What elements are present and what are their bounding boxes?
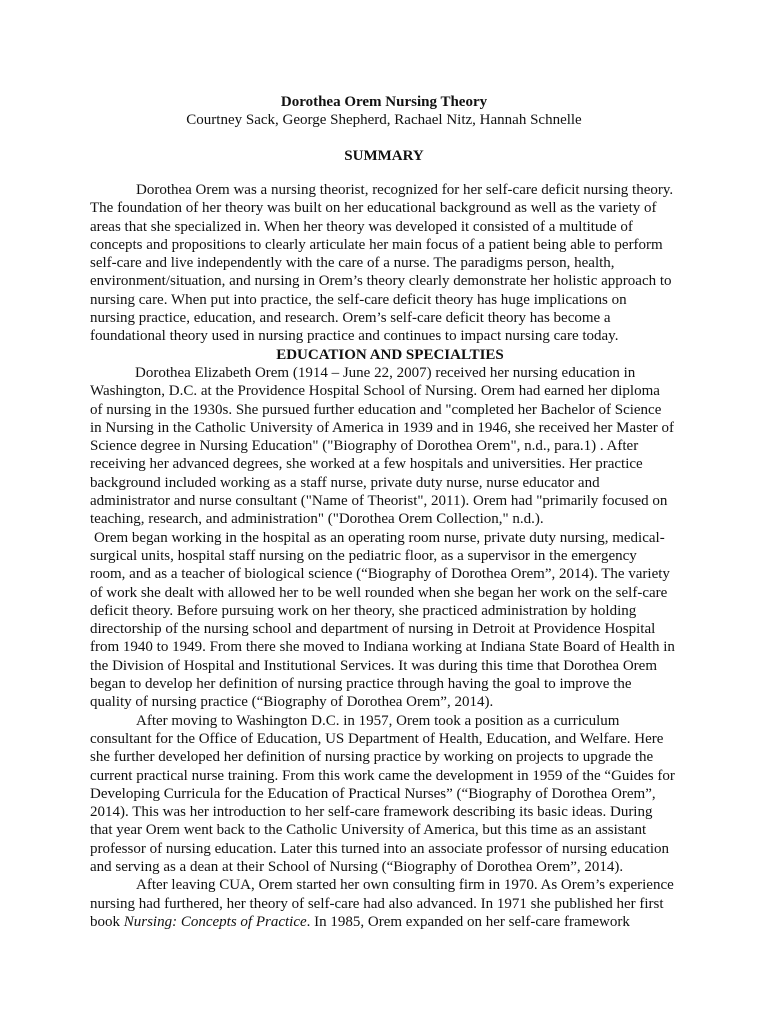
education-line: that year Orem went back to the Catholic University of America, but this time as an assistant [90, 822, 647, 839]
last-line-suffix: . In 1985, Orem expanded on her self-care framework [306, 913, 630, 930]
education-line: 2014). This was her introduction to her self-care framework describing its basic ideas. During [90, 804, 653, 821]
education-line-last [90, 913, 690, 931]
summary-heading: SUMMARY [344, 148, 424, 164]
summary-line: The foundation of her theory was built on her educational background as well as the variety of [90, 200, 657, 217]
education-line: room, and as a teacher of biological science (“Biography of Dorothea Orem”, 2014). The variety [90, 566, 670, 583]
education-line: she further developed her definition of nursing practice by working on projects to upgrade the [90, 749, 654, 766]
summary-line: environment/situation, and nursing in Orem’s theory clearly demonstrate her holistic approach to [90, 273, 672, 290]
education-line: from 1940 to 1949. From there she moved to Indiana working at Indiana State Board of Health in [90, 639, 675, 656]
education-line: and serving as a dean at their School of Nursing (“Biography of Dorothea Orem”, 2014). [90, 858, 624, 875]
document-authors: Courtney Sack, George Shepherd, Rachael Nitz, Hannah Schnelle [186, 112, 582, 128]
summary-line: concepts and propositions to clearly articulate her main focus of a patient being able to perform [90, 236, 663, 253]
education-line: professor of nursing education. Later this turned into an associate professor of nursing education [90, 840, 670, 857]
summary-line: nursing practice, education, and research. Orem’s self-care deficit theory has become a [90, 310, 611, 327]
education-line: Washington, D.C. at the Providence Hospital School of Nursing. Orem had earned her diploma [90, 383, 660, 400]
education-line: nursing had furthered, her theory of self-care had also advanced. In 1971 she published her first [90, 895, 664, 912]
education-line: Science degree in Nursing Education" ("Biography of Dorothea Orem", n.d., para.1) . After [90, 438, 639, 455]
education-line: Developing Curricula for the Education of Practical Nurses” (“Biography of Dorothea Orem”, [90, 785, 656, 802]
education-line: directorship of the nursing school and department of nursing in Detroit at Providence Hospital [90, 621, 656, 638]
education-line: administrator and nurse consultant ("Name of Theorist", 2011). Orem had "primarily focused on [90, 493, 668, 510]
last-line-prefix: book [90, 913, 124, 930]
summary-line: foundational theory used in nursing practice and continues to impact nursing care today. [90, 328, 619, 345]
education-line: of nursing in the 1930s. She pursued further education and "completed her Bachelor of Science [90, 401, 662, 418]
education-line: the Division of Hospital and Institutional Services. It was during this time that Dorothea Orem [90, 657, 657, 674]
summary-line: Dorothea Orem was a nursing theorist, recognized for her self-care deficit nursing theory. [136, 182, 674, 198]
document-title: Dorothea Orem Nursing Theory [280, 94, 488, 110]
education-line: Dorothea Elizabeth Orem (1914 – June 22, 2007) received her nursing education in [135, 364, 636, 381]
education-line: Orem began working in the hospital as an operating room nurse, private duty nursing, medical- [94, 529, 665, 546]
education-line: consultant for the Office of Education, US Department of Health, Education, and Welfare. Here [90, 730, 664, 747]
education-heading: EDUCATION AND SPECIALTIES [276, 346, 504, 363]
education-line: surgical units, hospital staff nursing on the pediatric floor, as a supervisor in the emergency [90, 547, 637, 564]
summary-line: areas that she specialized in. When her theory was developed it consisted of a multitude of [90, 218, 633, 235]
education-line: current practical nurse training. From this work came the development in 1959 of the “Guides for [90, 767, 675, 784]
summary-section [90, 181, 690, 931]
education-line: in Nursing in the Catholic University of America in 1939 and in 1946, she received her Master of [90, 419, 675, 436]
education-line: receiving her advanced degrees, she worked at a few hospitals and universities. Her practice [90, 456, 643, 473]
education-line: of work she dealt with allowed her to be well rounded when she began her work on the self-care [90, 584, 668, 601]
education-line: background included working as a staff nurse, private duty nurse, nurse educator and [90, 474, 600, 491]
education-line: deficit theory. Before pursuing work on her theory, she practiced administration by holding [90, 602, 637, 619]
book-title: Nursing: Concepts of Practice [123, 913, 307, 930]
education-line: quality of nursing practice (“Biography of Dorothea Orem”, 2014). [90, 694, 494, 711]
education-line: After moving to Washington D.C. in 1957, Orem took a position as a curriculum [136, 712, 620, 729]
summary-line: self-care and live independently with the care of a nurse. The paradigms person, health, [90, 255, 615, 272]
summary-line: nursing care. When put into practice, the self-care deficit theory has huge implications on [90, 291, 627, 308]
education-line: teaching, research, and administration" ("Dorothea Orem Collection," n.d.). [90, 511, 544, 528]
education-line: After leaving CUA, Orem started her own consulting firm in 1970. As Orem’s experience [136, 877, 674, 894]
education-line: began to develop her definition of nursing practice through having the goal to improve the [90, 676, 632, 693]
